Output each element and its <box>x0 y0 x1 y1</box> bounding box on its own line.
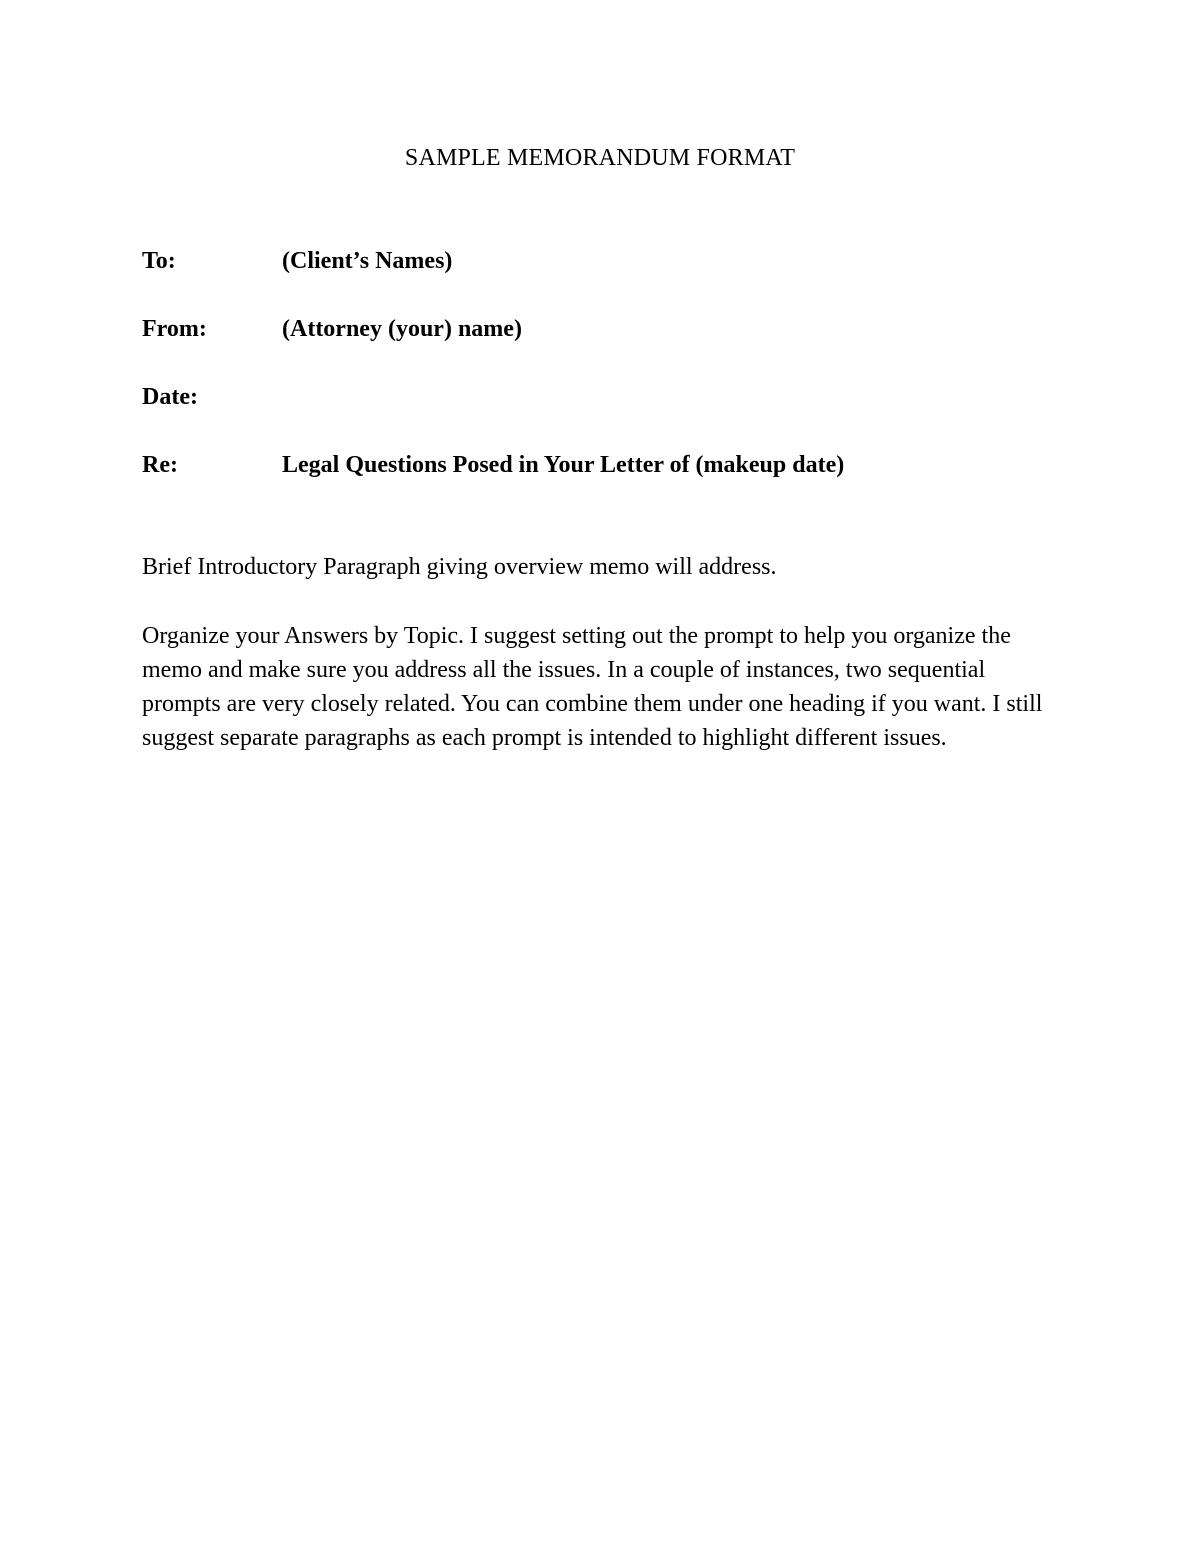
memo-re-row <box>142 450 844 480</box>
date-label: Date: <box>142 384 198 410</box>
to-label: To: <box>142 248 176 274</box>
intro-paragraph: Brief Introductory Paragraph giving overview memo will address. <box>142 554 777 580</box>
memo-date-row <box>142 382 282 412</box>
body-paragraph: Organize your Answers by Topic. I suggest setting out the prompt to help you organize the memo and make sure you address all the issues. In a couple of instances, two sequential prompts are very closely related. You can combine them under one heading if you want. I still suggest separate paragraphs as each prompt is intended to highlight different issues. <box>142 623 1043 751</box>
memo-from-row <box>142 314 522 344</box>
from-label: From: <box>142 316 207 342</box>
re-label: Re: <box>142 452 178 478</box>
from-value: (Attorney (your) name) <box>282 316 522 342</box>
to-value: (Client’s Names) <box>282 248 453 274</box>
memo-to-row <box>142 246 452 276</box>
memo-title: SAMPLE MEMORANDUM FORMAT <box>404 145 796 171</box>
re-value: Legal Questions Posed in Your Letter of (makeup date) <box>282 452 845 478</box>
